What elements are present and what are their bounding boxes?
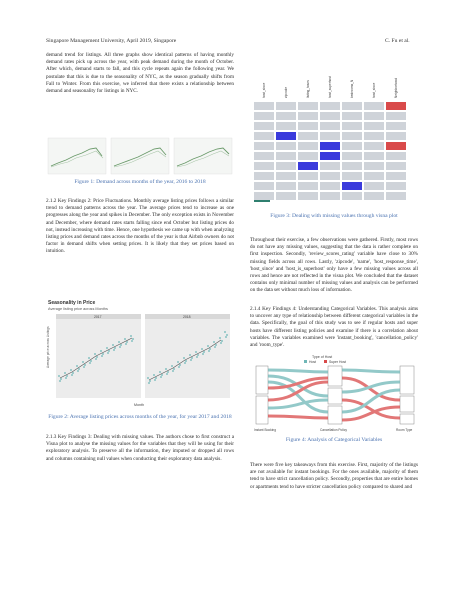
visna-cell xyxy=(298,172,318,180)
fig2-point xyxy=(124,338,126,340)
fig1-panel-c xyxy=(174,138,232,174)
fig2-point xyxy=(154,379,156,381)
stratum-ib-true xyxy=(256,396,268,424)
fig2-point xyxy=(201,348,203,350)
fig2-point xyxy=(102,353,104,355)
stratum-cp-strict xyxy=(328,366,342,386)
visna-cell xyxy=(364,132,384,140)
visna-cell xyxy=(254,172,274,180)
fig2-point xyxy=(196,356,198,358)
visna-cell xyxy=(342,152,362,160)
visna-cell xyxy=(386,102,406,110)
running-header-left: Singapore Management University, April 2019, Singapore xyxy=(46,38,177,44)
fig2-point xyxy=(59,380,61,382)
visna-cell xyxy=(276,122,296,130)
figure-2 xyxy=(46,298,234,410)
visna-cell xyxy=(276,162,296,170)
visna-cell xyxy=(276,152,296,160)
visna-cell xyxy=(364,182,384,190)
visna-cell xyxy=(364,172,384,180)
fig2-point xyxy=(183,357,185,359)
paragraph-missing-values: 2.1.3 Key Findings 3: Dealing with missing values. The authors chose to first construct a Visna plot to analyse the missing values for the variables that they will be using for their exploratory analysis. To preserve all the information, they imputed or dropped all rows and columns containing null values when conducting their exploratory data analysis. xyxy=(46,434,234,462)
figure-4 xyxy=(250,352,418,434)
visna-cell xyxy=(364,122,384,130)
fig2-point xyxy=(78,368,80,370)
fig2-point xyxy=(190,359,192,361)
visna-cell xyxy=(276,182,296,190)
visna-column-label: host_since xyxy=(262,82,266,98)
fig2-xlabel: Month xyxy=(134,403,144,407)
paragraph-observations: Throughout their exercise, a few observations were gathered. Firstly, most rows do not have any missing values, suggesting that the data is rather complete on first inspection. Secondly, 'review_scores_rating' variable have close to 30% missing fields across all rows. Lastly, 'zipcode', 'name', 'host_response_time', 'host_since' and 'host_is_superhost' only have a few missing values across all rows and hence are not reflected in the visna plot. We concluded that the dataset contains only minimal number of missing values and analysis can be performed on the data set without much loss of information. xyxy=(250,237,418,294)
fig2-panel-2 xyxy=(145,314,230,398)
visna-column-label: host_superhost xyxy=(328,76,332,98)
fig2-point xyxy=(161,374,163,376)
visna-cell xyxy=(342,142,362,150)
visna-cell xyxy=(342,102,362,110)
fig2-point xyxy=(195,351,197,353)
fig1-panel-a xyxy=(48,138,106,174)
visna-column-label: zipcode xyxy=(284,87,288,98)
fig2-point xyxy=(160,376,162,378)
visna-cell xyxy=(320,172,340,180)
fig2-point xyxy=(120,344,122,346)
visna-cell xyxy=(320,152,340,160)
visna-cell xyxy=(298,132,318,140)
fig2-point xyxy=(107,352,109,354)
visna-cell xyxy=(364,142,384,150)
fig2-point xyxy=(167,371,169,373)
figure-2-caption: Figure 2: Average listing prices across months of the year, for year 2017 and 2018 xyxy=(48,414,232,420)
fig2-point xyxy=(60,378,62,380)
fig2-point xyxy=(221,340,223,342)
fig2-point xyxy=(184,362,186,364)
figure-1 xyxy=(46,136,234,176)
figure-1-charts xyxy=(46,136,234,176)
fig2-point xyxy=(159,371,161,373)
fig1-panel-b xyxy=(111,138,169,174)
visna-cell xyxy=(298,122,318,130)
fig2-point xyxy=(178,366,180,368)
fig2-subtitle: Average listing price across Months xyxy=(48,307,108,311)
fig2-point xyxy=(219,337,221,339)
visna-cell xyxy=(276,132,296,140)
fig2-point xyxy=(177,361,179,363)
fig2-point xyxy=(189,354,191,356)
visna-cell xyxy=(298,162,318,170)
visna-cell xyxy=(254,182,274,190)
visna-cell xyxy=(254,122,274,130)
fig2-point xyxy=(58,375,60,377)
visna-cell xyxy=(320,122,340,130)
fig2-point xyxy=(88,357,90,359)
visna-column-label: host_since xyxy=(372,82,376,98)
fig2-point xyxy=(226,334,228,336)
fig2-point xyxy=(114,347,116,349)
fig2-point xyxy=(148,382,150,384)
fig2-ylabel: Average price across Listings xyxy=(46,326,50,368)
visna-cell xyxy=(276,172,296,180)
visna-cell xyxy=(342,172,362,180)
stratum-rt-shared xyxy=(400,414,414,424)
fig2-point xyxy=(108,350,110,352)
visna-cell xyxy=(386,112,406,120)
visna-cell xyxy=(254,142,274,150)
fig2-point xyxy=(214,346,216,348)
figure-2-chart xyxy=(46,298,234,410)
fig2-point xyxy=(89,362,91,364)
fig2-point xyxy=(95,358,97,360)
fig4-legend-title: Type of Host xyxy=(312,355,333,359)
fig2-point xyxy=(90,360,92,362)
fig2-point xyxy=(118,341,120,343)
visna-cell xyxy=(254,152,274,160)
running-header-right: C. Fu et al. xyxy=(385,38,410,44)
visna-cell xyxy=(364,102,384,110)
fig2-point xyxy=(96,356,98,358)
stratum-rt-private xyxy=(400,396,414,412)
visna-cell xyxy=(342,162,362,170)
fig2-point xyxy=(149,380,151,382)
figure-3-caption: Figure 3: Dealing with missing values through visna plot xyxy=(270,213,398,219)
figure-3 xyxy=(250,52,418,202)
fig4-axis-instant: Instant Booking xyxy=(254,428,276,432)
visna-cell xyxy=(386,162,406,170)
fig2-point xyxy=(224,331,226,333)
fig2-panel-2-label: 2018 xyxy=(183,315,191,319)
visna-cell xyxy=(364,162,384,170)
fig2-point xyxy=(65,377,67,379)
fig2-point xyxy=(207,345,209,347)
visna-cell xyxy=(254,162,274,170)
fig2-point xyxy=(126,341,128,343)
fig2-point xyxy=(77,370,79,372)
visna-cell xyxy=(254,132,274,140)
alluvial-chart xyxy=(250,352,418,434)
fig2-point xyxy=(132,338,134,340)
fig2-point xyxy=(112,344,114,346)
visna-cell xyxy=(320,162,340,170)
paragraph-demand-trend: demand trend for listings. All three graphs show identical patterns of having monthly demand rates pick up across the year, with peak demand during the month of October. After which, demand starts to fall, and this cycle repeats again the following year. We postulate that this is due to the seasonality of NYC, as the season gradually shifts from Fall to Winter. From this exercise, we inferred that there exists a relationship between demand and seasonality for listings in NYC. xyxy=(46,52,234,95)
visna-cell xyxy=(254,192,274,200)
visna-cell xyxy=(320,192,340,200)
fig2-point xyxy=(185,360,187,362)
fig2-point xyxy=(203,351,205,353)
visna-cell xyxy=(320,182,340,190)
fig2-point xyxy=(209,348,211,350)
visna-column-label: listing_hours xyxy=(306,80,310,98)
paragraph-price-fluctuations: 2.1.2 Key Findings 2: Price Fluctuations. Monthly average listing prices follows a similar trend to demand patterns across the year. The average prices tend to increase as one progresses along the year and spikes in December. The only exception exists in November and December, where demand rates starts falling since end October but listing prices do not, instead increasing with time. Hence, one hypothesis we came up with when analyzing listing prices and demand rates across the months of the year is that Airbnb owners do not factor in demand shifts when setting prices. It is likely that they set prices based on intuition. xyxy=(46,198,234,255)
visna-cell xyxy=(364,152,384,160)
fig2-point xyxy=(208,350,210,352)
fig2-point xyxy=(225,336,227,338)
fig2-point xyxy=(130,335,132,337)
visna-cell xyxy=(254,112,274,120)
fig2-point xyxy=(213,341,215,343)
stratum-ib-false xyxy=(256,366,268,394)
visna-cell xyxy=(320,142,340,150)
fig2-point xyxy=(119,346,121,348)
fig2-point xyxy=(171,365,173,367)
visna-column-label: Neighborhood xyxy=(394,77,398,98)
fig2-panel-1 xyxy=(56,314,141,398)
visna-cell xyxy=(298,102,318,110)
fig2-title: Seasonality in Price xyxy=(48,300,96,306)
stratum-cp-moderate xyxy=(328,388,342,404)
visna-cell xyxy=(298,182,318,190)
visna-cell xyxy=(386,142,406,150)
fig2-point xyxy=(106,347,108,349)
fig2-point xyxy=(83,366,85,368)
visna-column-label: bedrooms_N xyxy=(350,79,354,98)
figure-4-caption: Figure 4: Analysis of Categorical Variables xyxy=(285,437,383,443)
visna-cell xyxy=(364,112,384,120)
legend-superhost-swatch xyxy=(324,360,327,363)
fig2-point xyxy=(84,364,86,366)
visna-cell xyxy=(342,122,362,130)
visna-cell xyxy=(298,142,318,150)
fig2-point xyxy=(94,353,96,355)
paragraph-categorical: 2.1.4 Key Findings 4: Understanding Categorical Variables. This analysis aims to uncover any type of relationship between different categorical variables in the data. Specifically, the goal of this study was to see if regular hosts and super hosts have different listing policies and examine if there is a correlation about variables. The variables examined were 'instant_booking', 'cancellation_policy' and 'room_type'. xyxy=(250,306,418,349)
visna-cell xyxy=(276,192,296,200)
fig2-point xyxy=(72,372,74,374)
visna-cell xyxy=(342,112,362,120)
fig2-point xyxy=(173,368,175,370)
fig2-point xyxy=(202,353,204,355)
fig4-legend-host: Host xyxy=(309,360,316,364)
fig2-point xyxy=(153,374,155,376)
fig2-point xyxy=(76,365,78,367)
fig4-axis-room: Room Type xyxy=(396,428,413,432)
visna-cell xyxy=(386,172,406,180)
fig2-point xyxy=(215,344,217,346)
fig2-point xyxy=(131,340,133,342)
visna-cell xyxy=(276,112,296,120)
visna-cell xyxy=(320,132,340,140)
fig4-legend-superhost: Super Host xyxy=(329,360,346,364)
visna-cell xyxy=(276,142,296,150)
visna-cell xyxy=(386,182,406,190)
fig4-axis-cancel: Cancellation Policy xyxy=(320,428,347,432)
fig2-point xyxy=(220,342,222,344)
legend-host-swatch xyxy=(304,360,307,363)
visna-cell xyxy=(386,152,406,160)
fig2-point xyxy=(101,355,103,357)
visna-cell xyxy=(342,132,362,140)
fig2-panel-1-label: 2017 xyxy=(94,315,102,319)
visna-plot xyxy=(250,52,418,202)
fig2-point xyxy=(70,369,72,371)
figure-1-caption: Figure 1: Demand across months of the year, 2016 to 2018 xyxy=(74,179,206,185)
fig2-point xyxy=(82,361,84,363)
visna-cell xyxy=(364,192,384,200)
visna-cell xyxy=(386,192,406,200)
visna-cell xyxy=(298,192,318,200)
fig2-point xyxy=(179,364,181,366)
stratum-rt-home xyxy=(400,366,414,394)
visna-frequency-bar xyxy=(254,200,270,202)
fig2-point xyxy=(113,349,115,351)
fig2-point xyxy=(147,377,149,379)
visna-cell xyxy=(386,132,406,140)
visna-cell xyxy=(298,112,318,120)
fig2-point xyxy=(172,370,174,372)
fig2-point xyxy=(64,372,66,374)
paragraph-takeaways: There were five key takeaways from this exercise. First, majority of the listings are not available for instant bookings. For the ones available, majority of them tend to have strict cancellation policy. Secondly, properties that are entire homes or apartments tend to have stricter cancellation policy compared to shared and xyxy=(250,462,418,490)
visna-cell xyxy=(298,152,318,160)
visna-cell xyxy=(342,192,362,200)
fig2-point xyxy=(191,357,193,359)
visna-cell xyxy=(342,182,362,190)
stratum-cp-flexible xyxy=(328,406,342,424)
fig2-point xyxy=(66,375,68,377)
visna-cell xyxy=(386,122,406,130)
visna-cell xyxy=(254,102,274,110)
visna-cell xyxy=(276,102,296,110)
fig2-point xyxy=(100,350,102,352)
fig2-point xyxy=(166,373,168,375)
fig2-point xyxy=(125,343,127,345)
fig2-point xyxy=(197,354,199,356)
fig2-point xyxy=(165,368,167,370)
visna-cell xyxy=(320,112,340,120)
fig2-point xyxy=(71,374,73,376)
visna-cell xyxy=(320,102,340,110)
fig2-point xyxy=(155,377,157,379)
